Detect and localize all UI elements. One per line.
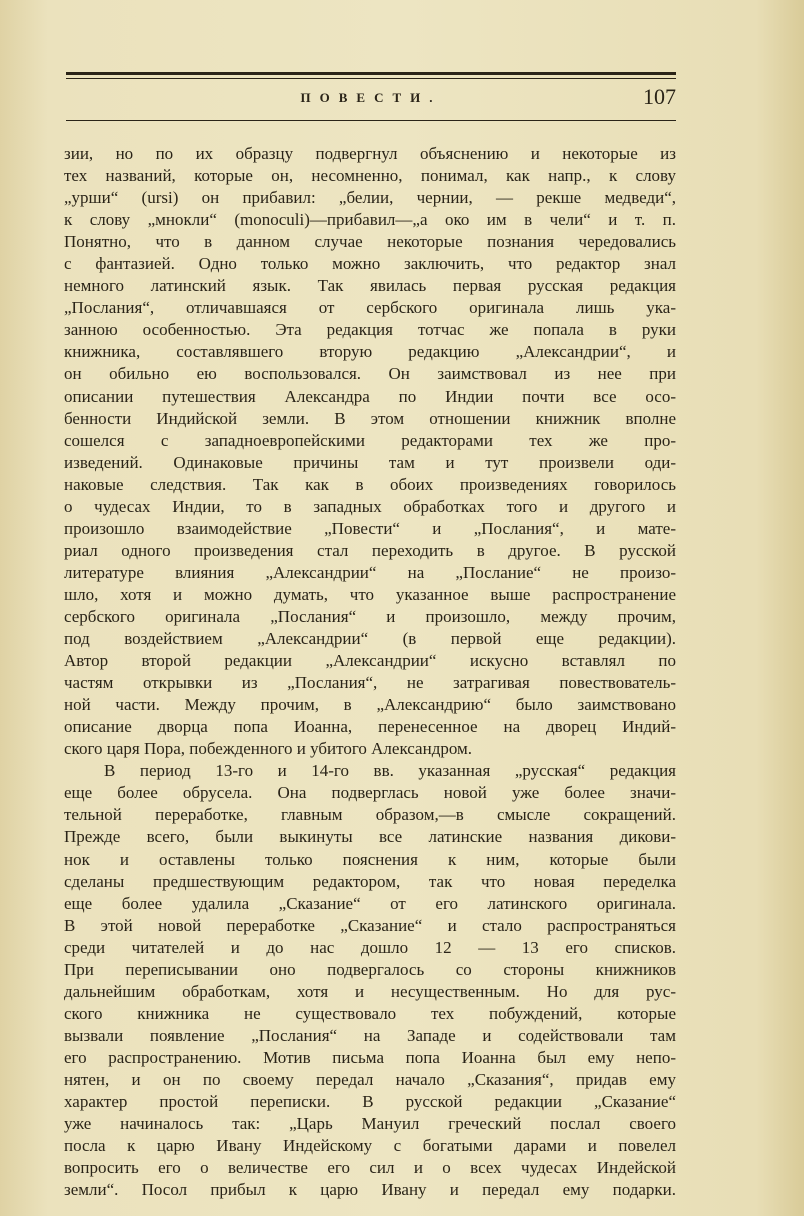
text-line: к слову „мнокли“ (monoculi)—прибавил—„а око им в чели“ и т. п. [64,210,676,230]
text-line: В период 13-го и 14-го вв. указанная „русская“ редакция [104,761,676,781]
text-line: нятен, и он по своему передал начало „Сказания“, придав ему [64,1069,676,1089]
text-line: литературе влияния „Александрии“ на „Послание“ не произо- [64,562,676,582]
page-number: 107 [643,84,676,109]
text-line: ского книжника не существовало тех побуждений, которые [64,1003,676,1023]
text-line: характер простой переписки. В русской редакции „Сказание“ [64,1092,676,1112]
text-line: При переписывании оно подвергалось со стороны книжников [64,959,676,979]
text-line: немного латинский язык. Так явилась первая русская редакция [64,276,676,296]
text-line: еще более удалила „Сказание“ от его латинского оригинала. [64,893,676,913]
running-title: ПОВЕСТИ. [300,90,442,105]
text-line: его распространению. Мотив письма попа Иоанна был ему непо- [64,1047,676,1067]
text-line: он обильно ею воспользовался. Он заимствовал из нее при [64,364,676,384]
text-line: частям открывки из „Послания“, не затрагивая повествователь- [64,673,676,693]
text-line: еще более обрусела. Она подверглась новой уже более значи- [64,783,676,803]
text-line: уже начиналось так: „Царь Мануил греческий послал своего [64,1114,676,1134]
text-line: описание дворца попа Иоанна, перенесенное на дворец Индий- [64,717,676,737]
text-line: земли“. Посол прибыл к царю Ивану и передал ему подарки. [64,1180,676,1200]
text-line: бенности Индийской земли. В этом отношении книжник вполне [64,408,676,428]
text-line: о чудесах Индии, то в западных обработках того и другого и [64,496,676,516]
text-line: среди читателей и до нас дошло 12 — 13 его списков. [64,937,676,957]
text-line: риал одного произведения стал переходить в другое. В русской [64,540,676,560]
text-line: произошло взаимодействие „Повести“ и „Послания“, и мате- [64,518,676,538]
text-line: Автор второй редакции „Александрии“ искусно вставлял по [64,651,676,671]
text-line: зии, но по их образцу подвергнул объяснению и некоторые из [64,144,676,163]
text-line: шло, хотя и можно думать, что указанное выше распространение [64,584,676,604]
text-line: дальнейшим обработкам, хотя и несущественным. Но для рус- [64,981,676,1001]
text-line: „Послания“, отличавшаяся от сербского оригинала лишь ука- [64,298,676,318]
text-line: ной части. Между прочим, в „Александрию“ было заимствовано [64,695,676,715]
text-line: вопросить его о величестве его сил и о всех чудесах Индейской [64,1158,676,1178]
header-underline [66,120,676,121]
text-line: наковые следствия. Так как в обоих произведениях говорилось [64,474,676,494]
text-line: сделаны предшествующим редактором, так что новая переделка [64,871,676,891]
header-rule-thick [66,72,676,75]
text-line: книжника, составлявшего вторую редакцию „Александрии“, и [64,342,676,362]
text-line: Понятно, что в данном случае некоторые познания чередовались [64,232,676,252]
text-line: сошелся с западноевропейскими редакторами тех же про- [64,430,676,450]
text-line: Прежде всего, были выкинуты все латинские названия дикови- [64,827,676,847]
page-header [66,84,676,114]
text-line: описании путешествия Александра по Индии почти все осо- [64,386,676,406]
text-line: сербского оригинала „Послания“ и произошло, между прочим, [64,606,676,626]
text-line: тельной переработке, главным образом,—в смысле сокращений. [64,805,676,825]
header-rule-thin [66,78,676,79]
text-line: посла к царю Ивану Индейскому с богатыми дарами и повелел [64,1136,676,1156]
text-line: изведений. Одинаковые причины там и тут произвели оди- [64,452,676,472]
text-line: В этой новой переработке „Сказание“ и стало распространяться [64,915,676,935]
text-line: под воздействием „Александрии“ (в первой еще редакции). [64,629,676,649]
text-line: вызвали появление „Послания“ на Западе и содействовали там [64,1025,676,1045]
body-text [64,143,676,1201]
text-line: нок и оставлены только пояснения к ним, которые были [64,849,676,869]
text-line: занною особенностью. Эта редакция тотчас же попала в руки [64,320,676,340]
text-line: с фантазией. Одно только можно заключить, что редактор знал [64,254,676,274]
text-line: ского царя Пора, побежденного и убитого Александром. [64,739,473,759]
text-line: „урши“ (ursi) он прибавил: „белии, чернии, — рекше медведи“, [64,188,676,208]
text-line: тех названий, которые он, несомненно, понимал, как напр., к слову [64,166,676,186]
